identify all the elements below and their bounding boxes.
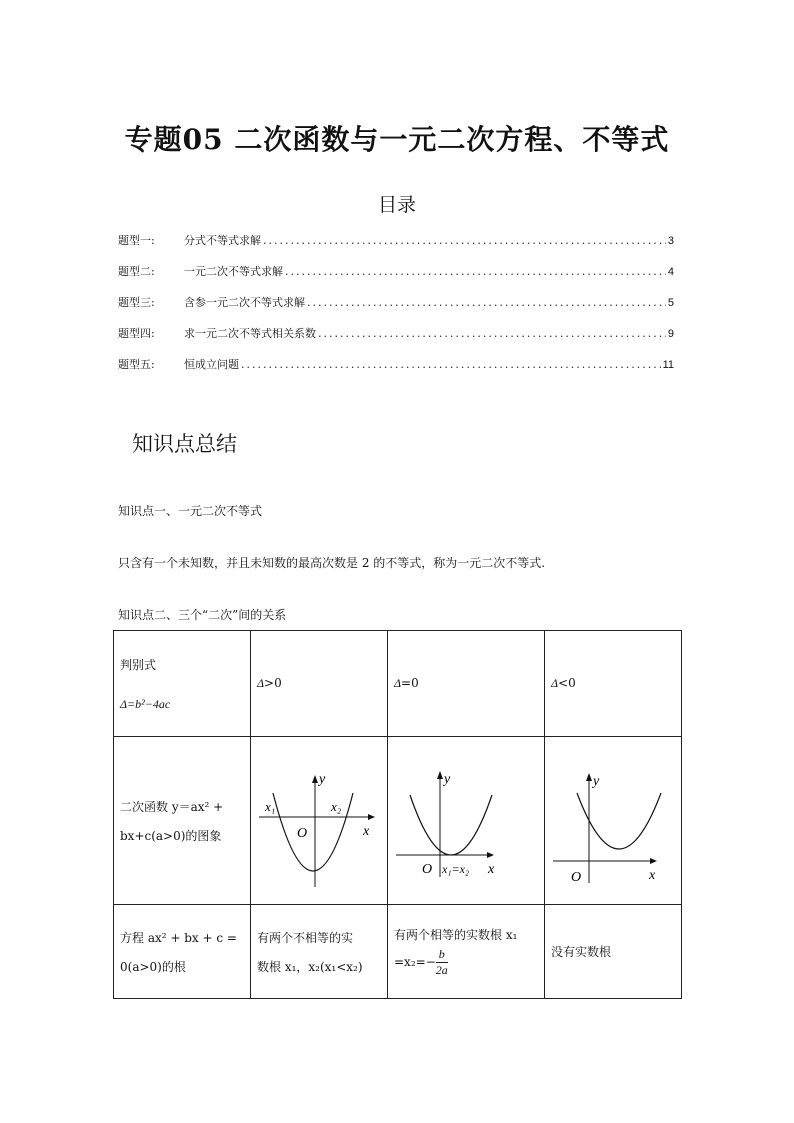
roots-distinct-line-1: 有两个不相等的实 bbox=[257, 930, 354, 945]
y-axis-label: y bbox=[444, 772, 451, 787]
toc-entry-type: 题型三: bbox=[118, 296, 155, 309]
equation-label-cell bbox=[114, 905, 251, 999]
delta-relation: >0 bbox=[264, 676, 282, 690]
toc-entry[interactable] bbox=[118, 356, 674, 387]
x-axis-label: x bbox=[488, 862, 495, 877]
origin-label: O bbox=[571, 870, 582, 885]
x-axis-arrow-icon bbox=[487, 852, 494, 858]
graph-no-root-cell bbox=[545, 737, 682, 905]
equation-label-line-1: 方程 ax² + bx + c = bbox=[120, 930, 237, 945]
case-negative-cell bbox=[545, 631, 682, 737]
case-positive-cell bbox=[251, 631, 388, 737]
toc-entry-type: 题型二: bbox=[118, 265, 155, 278]
delta-relation: =0 bbox=[401, 676, 419, 690]
y-axis-arrow-icon bbox=[312, 775, 318, 783]
toc-entry-name: 求一元二次不等式相关系数 bbox=[184, 327, 316, 340]
y-axis-arrow-icon bbox=[437, 771, 443, 779]
delta-symbol: Δ bbox=[257, 676, 265, 690]
toc-entry-page: 11 bbox=[662, 359, 674, 371]
table-row bbox=[114, 905, 682, 999]
discriminant-label-cell bbox=[114, 631, 251, 737]
toc-heading: 目录 bbox=[377, 194, 416, 216]
toc-entry-page: 9 bbox=[667, 328, 674, 340]
origin-label: O bbox=[297, 826, 308, 841]
toc-leader-dots bbox=[318, 327, 666, 340]
toc-entry[interactable] bbox=[118, 325, 674, 356]
graph-label-cell bbox=[114, 737, 251, 905]
x-axis-label: x bbox=[649, 868, 656, 883]
toc-entry-name: 一元二次不等式求解 bbox=[184, 265, 283, 278]
table-of-contents bbox=[118, 232, 674, 387]
toc-entry-page: 5 bbox=[667, 297, 674, 309]
roots-none-cell bbox=[545, 905, 682, 999]
discriminant-formula bbox=[120, 697, 244, 712]
toc-entry-name: 含参一元二次不等式求解 bbox=[184, 296, 305, 309]
parabola-curve bbox=[577, 793, 661, 849]
graph-one-root-cell bbox=[388, 737, 545, 905]
graph-two-roots-cell bbox=[251, 737, 388, 905]
parabola-curve bbox=[410, 795, 492, 855]
knowledge-point-1-text: 只含有一个未知数，并且未知数的最高次数是 2 的不等式，称为一元二次不等式. bbox=[118, 556, 546, 570]
toc-entry-page: 4 bbox=[667, 266, 674, 278]
root-x2-label: x₂ bbox=[331, 799, 342, 814]
case-zero-cell bbox=[388, 631, 545, 737]
delta-symbol: Δ bbox=[394, 676, 402, 690]
toc-entry-type: 题型一: bbox=[118, 234, 155, 247]
x-axis-arrow-icon bbox=[650, 858, 657, 864]
knowledge-point-2-heading: 知识点二、三个“二次”间的关系 bbox=[118, 608, 287, 622]
toc-entry-name: 恒成立问题 bbox=[184, 358, 239, 371]
origin-label: O bbox=[422, 862, 433, 877]
fraction-numerator: b bbox=[436, 947, 448, 963]
fraction-b-over-2a bbox=[436, 947, 448, 978]
toc-leader-dots bbox=[263, 234, 666, 247]
section-title: 知识点总结 bbox=[132, 432, 237, 456]
double-root-label: x₁=x₂ bbox=[442, 862, 470, 876]
parabola-no-root-graph bbox=[545, 737, 681, 901]
toc-leader-dots bbox=[241, 358, 661, 371]
toc-entry[interactable] bbox=[118, 263, 674, 294]
equation-label-line-2: 0(a>0)的根 bbox=[120, 959, 186, 974]
roots-distinct-line-2: 数根 x₁，x₂(x₁<x₂) bbox=[257, 959, 363, 974]
graph-label-line-1: 二次函数 y＝ax² + bbox=[120, 799, 224, 814]
table-row bbox=[114, 631, 682, 737]
y-axis-label: y bbox=[593, 774, 600, 789]
toc-entry[interactable] bbox=[118, 294, 674, 325]
toc-entry-name: 分式不等式求解 bbox=[184, 234, 261, 247]
discriminant-label: 判别式 bbox=[120, 657, 157, 672]
toc-leader-dots bbox=[285, 265, 666, 278]
roots-equal-line-1: 有两个相等的实数根 x₁ bbox=[394, 927, 518, 942]
page-title: 专题05 二次函数与一元二次方程、不等式 bbox=[124, 123, 670, 156]
roots-none-text: 没有实数根 bbox=[551, 945, 612, 959]
knowledge-point-1-heading: 知识点一、一元二次不等式 bbox=[118, 504, 263, 518]
roots-equal-prefix: =x₂=− bbox=[394, 954, 436, 969]
graph-label-line-2: bx+c(a>0)的图象 bbox=[120, 828, 222, 843]
fraction-denominator: 2a bbox=[435, 962, 448, 977]
delta-symbol: Δ bbox=[120, 696, 128, 711]
delta-symbol: Δ bbox=[551, 676, 559, 690]
y-axis-arrow-icon bbox=[586, 773, 592, 781]
toc-leader-dots bbox=[307, 296, 666, 309]
delta-relation: <0 bbox=[558, 676, 576, 690]
quadratic-relations-table bbox=[113, 630, 682, 999]
parabola-one-root-graph bbox=[388, 737, 544, 901]
toc-entry-page: 3 bbox=[667, 235, 674, 247]
toc-entry[interactable] bbox=[118, 232, 674, 263]
discriminant-expression: =b²−4ac bbox=[127, 696, 171, 711]
table-row bbox=[114, 737, 682, 905]
y-axis-label: y bbox=[319, 772, 326, 787]
roots-equal-cell bbox=[388, 905, 545, 999]
roots-equal-line-2 bbox=[394, 947, 538, 978]
parabola-two-roots-graph bbox=[251, 737, 387, 901]
toc-entry-type: 题型五: bbox=[118, 358, 155, 371]
roots-distinct-cell bbox=[251, 905, 388, 999]
x-axis-label: x bbox=[363, 824, 370, 839]
x-axis-arrow-icon bbox=[368, 814, 375, 820]
root-x1-label: x₁ bbox=[265, 799, 276, 814]
toc-entry-type: 题型四: bbox=[118, 327, 155, 340]
